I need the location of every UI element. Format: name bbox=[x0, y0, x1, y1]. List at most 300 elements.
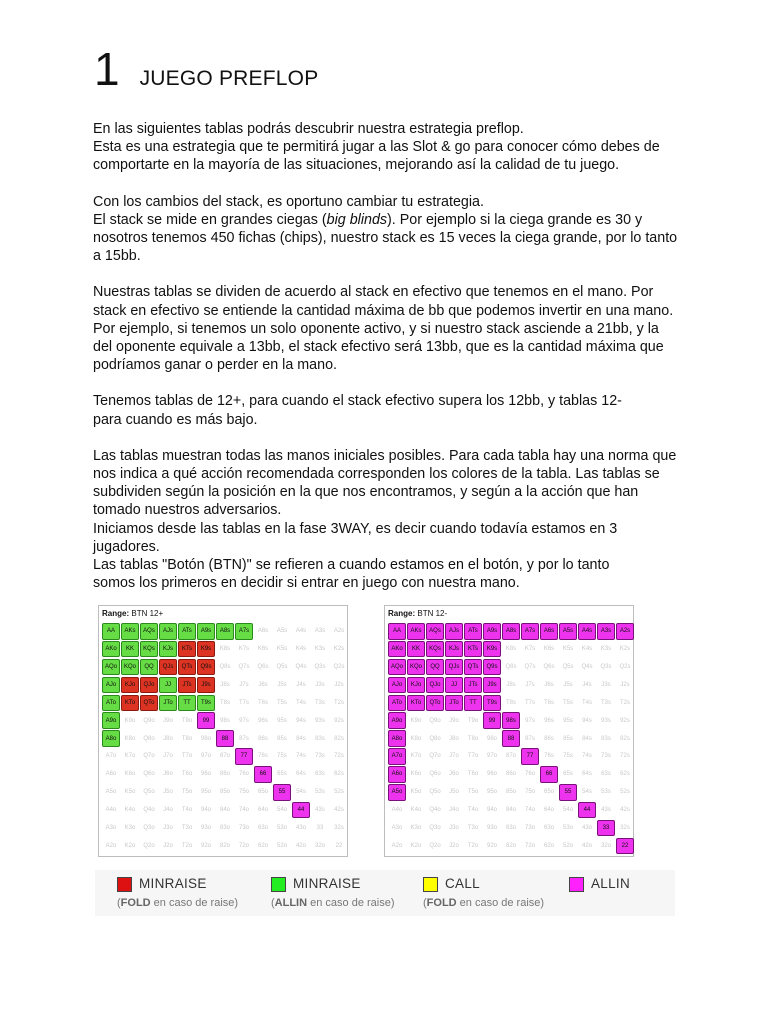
hand-cell: 63o bbox=[257, 825, 268, 832]
hand-cell: Q9o bbox=[143, 717, 155, 724]
text-line: del oponente equivale a 13bb, el stack efectivo será 13bb, que es la cantidad máxima que bbox=[93, 339, 664, 356]
text-line: El stack se mide en grandes ciegas (big blinds). Por ejemplo si la ciega grande es 30 y bbox=[93, 211, 643, 228]
hand-cell: 95o bbox=[200, 789, 211, 796]
hand-cell: T2o bbox=[467, 842, 479, 849]
hand-cell: 43o bbox=[581, 825, 592, 832]
legend-sub: (FOLD en caso de raise) bbox=[423, 897, 545, 909]
hand-cell: K6s bbox=[257, 646, 269, 653]
hand-cell: 74o bbox=[238, 807, 249, 814]
hand-cell: J9o bbox=[163, 717, 173, 724]
hand-cell: AKo bbox=[388, 641, 406, 658]
hand-cell: 85o bbox=[505, 789, 516, 796]
hand-cell: KJo bbox=[407, 677, 425, 694]
hand-cell: Q7s bbox=[524, 664, 536, 671]
hand-cell: 64s bbox=[296, 771, 306, 778]
hand-cell: A5o bbox=[105, 789, 117, 796]
hand-cell: J6o bbox=[449, 771, 459, 778]
hand-cell: AKo bbox=[102, 641, 120, 658]
hand-cell: T8s bbox=[219, 699, 230, 706]
hand-cell: T5o bbox=[181, 789, 193, 796]
hand-cell: T6s bbox=[257, 699, 268, 706]
hand-cell: A8s bbox=[216, 623, 234, 640]
hand-cell: AKs bbox=[407, 623, 425, 640]
hand-cell: 95o bbox=[486, 789, 497, 796]
hand-cell: 94s bbox=[582, 717, 592, 724]
hand-cell: TT bbox=[178, 695, 196, 712]
hand-cell: 87s bbox=[239, 735, 249, 742]
hand-cell: T5s bbox=[276, 699, 287, 706]
hand-cell: 42o bbox=[295, 842, 306, 849]
hand-cell: JTo bbox=[159, 695, 177, 712]
text-line: tomado nuestros adversarios. bbox=[93, 502, 282, 519]
legend-label: ALLIN bbox=[591, 876, 631, 891]
hand-cell: T2s bbox=[333, 699, 344, 706]
hand-cell: T7o bbox=[467, 753, 479, 760]
hand-cell: A2s bbox=[333, 628, 345, 635]
hand-cell: T7o bbox=[181, 753, 193, 760]
hand-cell: T7s bbox=[238, 699, 249, 706]
text-line: nosotros tenemos 450 fichas (chips), nuestro stack es 15 veces la ciega grande, por lo tanto bbox=[93, 230, 678, 247]
hand-cell: QTs bbox=[178, 659, 196, 676]
hand-cell: QTs bbox=[464, 659, 482, 676]
hand-cell: J7s bbox=[525, 681, 535, 688]
hand-cell: T2o bbox=[181, 842, 193, 849]
hand-cell: QJs bbox=[159, 659, 177, 676]
hand-cell: Q2s bbox=[619, 664, 631, 671]
hand-cell: KQo bbox=[407, 659, 425, 676]
hand-cell: K9o bbox=[410, 717, 422, 724]
text-line: Las tablas muestran todas las manos iniciales posibles. Para cada tabla hay una norma que bbox=[93, 447, 677, 464]
hand-cell: T8o bbox=[181, 735, 193, 742]
hand-cell: J5o bbox=[449, 789, 459, 796]
hand-cell: 94s bbox=[296, 717, 306, 724]
hand-cell: 93o bbox=[200, 825, 211, 832]
hand-cell: T9s bbox=[483, 695, 501, 712]
hand-cell: J8o bbox=[449, 735, 459, 742]
hand-cell: 74o bbox=[524, 807, 535, 814]
hand-cell: 83s bbox=[315, 735, 325, 742]
hand-cell: 66 bbox=[540, 766, 558, 783]
hand-cell: 83s bbox=[601, 735, 611, 742]
section-title: JUEGO PREFLOP bbox=[139, 67, 319, 90]
hand-cell: K8o bbox=[410, 735, 422, 742]
hand-cell: K5o bbox=[124, 789, 136, 796]
hand-cell: 83o bbox=[505, 825, 516, 832]
hand-cell: 32o bbox=[600, 842, 611, 849]
hand-cell: K9s bbox=[197, 641, 215, 658]
hand-cell: T4s bbox=[295, 699, 306, 706]
hand-cell: A7o bbox=[388, 748, 406, 765]
hand-cell: T3o bbox=[467, 825, 479, 832]
hand-cell: K5s bbox=[562, 646, 574, 653]
hand-cell: 42o bbox=[581, 842, 592, 849]
hand-cell: 76o bbox=[238, 771, 249, 778]
hand-cell: QJo bbox=[426, 677, 444, 694]
hand-cell: A5o bbox=[388, 784, 406, 801]
text-line: stack en efectivo se entiende la cantidad máxima de bb que podemos invertir en una mano. bbox=[93, 302, 674, 319]
hand-cell: K7o bbox=[410, 753, 422, 760]
range-label: Range: bbox=[388, 609, 416, 618]
hand-cell: 72o bbox=[238, 842, 249, 849]
hand-cell: 96s bbox=[258, 717, 268, 724]
hand-cell: T5o bbox=[467, 789, 479, 796]
hand-cell: 65o bbox=[257, 789, 268, 796]
hand-cell: AJo bbox=[102, 677, 120, 694]
hand-cell: 77 bbox=[235, 748, 253, 765]
hand-cell: 86s bbox=[258, 735, 268, 742]
hand-cell: T6o bbox=[467, 771, 479, 778]
hand-cell: Q5s bbox=[562, 664, 574, 671]
hand-cell: T8o bbox=[467, 735, 479, 742]
hand-cell: 75s bbox=[563, 753, 573, 760]
magenta-swatch bbox=[569, 877, 584, 892]
hand-cell: 75s bbox=[277, 753, 287, 760]
hand-cell: 65s bbox=[563, 771, 573, 778]
hand-cell: T8s bbox=[505, 699, 516, 706]
hand-cell: Q4o bbox=[429, 807, 441, 814]
hand-cell: K8s bbox=[219, 646, 231, 653]
hand-cell: Q3s bbox=[314, 664, 326, 671]
hand-cell: KTs bbox=[178, 641, 196, 658]
hand-cell: K3s bbox=[600, 646, 612, 653]
hand-cell: JTo bbox=[445, 695, 463, 712]
hand-cell: A6s bbox=[540, 623, 558, 640]
hand-cell: 99 bbox=[197, 712, 215, 729]
range-name: BTN 12+ bbox=[131, 609, 164, 618]
hand-cell: Q5o bbox=[429, 789, 441, 796]
hand-cell: KJs bbox=[159, 641, 177, 658]
hand-cell: ATo bbox=[388, 695, 406, 712]
hand-cell: Q8s bbox=[219, 664, 231, 671]
hand-cell: KTo bbox=[407, 695, 425, 712]
hand-cell: J6o bbox=[163, 771, 173, 778]
hand-cell: 84o bbox=[505, 807, 516, 814]
hand-cell: T6o bbox=[181, 771, 193, 778]
color-legend bbox=[95, 870, 675, 916]
hand-cell: Q2s bbox=[333, 664, 345, 671]
hand-cell: K7s bbox=[524, 646, 536, 653]
hand-cell: T4o bbox=[467, 807, 479, 814]
hand-cell: J3o bbox=[163, 825, 173, 832]
text-line: subdividen según la posición en la que nos encontramos, y según a la acción que han bbox=[93, 484, 639, 501]
paragraph bbox=[93, 392, 683, 428]
hand-cell: 43o bbox=[295, 825, 306, 832]
range-name: BTN 12- bbox=[417, 609, 448, 618]
hand-cell: AQs bbox=[140, 623, 158, 640]
hand-cell: Q4o bbox=[143, 807, 155, 814]
hand-cell: 84s bbox=[582, 735, 592, 742]
hand-cell: 66 bbox=[254, 766, 272, 783]
hand-cell: 76s bbox=[258, 753, 268, 760]
hand-cell: J3o bbox=[449, 825, 459, 832]
hand-cell: 43s bbox=[315, 807, 325, 814]
range-table-title bbox=[388, 609, 447, 618]
hand-cell: A7s bbox=[235, 623, 253, 640]
hand-cell: T9s bbox=[197, 695, 215, 712]
hand-cell: KTo bbox=[121, 695, 139, 712]
hand-cell: AKs bbox=[121, 623, 139, 640]
hand-cell: K9o bbox=[124, 717, 136, 724]
hand-cell: T4o bbox=[181, 807, 193, 814]
hand-cell: KJs bbox=[445, 641, 463, 658]
hand-cell: KJo bbox=[121, 677, 139, 694]
hand-cell: 96s bbox=[544, 717, 554, 724]
hand-cell: K2o bbox=[410, 842, 422, 849]
hand-cell: 53o bbox=[562, 825, 573, 832]
yellow-swatch bbox=[423, 877, 438, 892]
hand-cell: QQ bbox=[426, 659, 444, 676]
hand-cell: A3s bbox=[314, 628, 326, 635]
hand-cell: 98s bbox=[502, 712, 520, 729]
hand-cell: KTs bbox=[464, 641, 482, 658]
hand-cell: K4o bbox=[124, 807, 136, 814]
hand-cell: Q7o bbox=[143, 753, 155, 760]
text-line: podríamos ganar o perder en la mano. bbox=[93, 357, 337, 374]
hand-cell: A4s bbox=[578, 623, 596, 640]
hand-cell: 52s bbox=[620, 789, 630, 796]
hand-cell: A9s bbox=[483, 623, 501, 640]
hand-cell: AJs bbox=[159, 623, 177, 640]
section-heading bbox=[94, 43, 319, 95]
hand-cell: A7o bbox=[105, 753, 117, 760]
hand-cell: JJ bbox=[159, 677, 177, 694]
hand-cell: T3o bbox=[181, 825, 193, 832]
hand-cell: 74s bbox=[296, 753, 306, 760]
hand-cell: J5s bbox=[277, 681, 287, 688]
hand-cell: Q3o bbox=[143, 825, 155, 832]
hand-cell: K3o bbox=[410, 825, 422, 832]
paragraph bbox=[93, 447, 683, 593]
hand-cell: 53o bbox=[276, 825, 287, 832]
hand-cell: 98s bbox=[220, 717, 230, 724]
hand-cell: 33 bbox=[597, 820, 615, 837]
hand-cell: QJs bbox=[445, 659, 463, 676]
hand-cell: T2s bbox=[619, 699, 630, 706]
hand-cell: K6s bbox=[543, 646, 555, 653]
hand-cell: 73o bbox=[238, 825, 249, 832]
hand-cell: J4o bbox=[163, 807, 173, 814]
hand-cell: K7o bbox=[124, 753, 136, 760]
hand-cell: Q7s bbox=[238, 664, 250, 671]
hand-cell: 22 bbox=[616, 838, 634, 855]
hand-cell: QQ bbox=[140, 659, 158, 676]
hand-cell: Q2o bbox=[143, 842, 155, 849]
hand-cell: Q6o bbox=[143, 771, 155, 778]
hand-cell: K5s bbox=[276, 646, 288, 653]
hand-cell: 84s bbox=[296, 735, 306, 742]
hand-cell: 75o bbox=[238, 789, 249, 796]
hand-cell: QJo bbox=[140, 677, 158, 694]
hand-cell: J6s bbox=[544, 681, 554, 688]
hand-cell: J2o bbox=[163, 842, 173, 849]
hand-cell: 76o bbox=[524, 771, 535, 778]
hand-cell: 63s bbox=[601, 771, 611, 778]
legend-label: CALL bbox=[445, 876, 480, 891]
hand-cell: A2o bbox=[105, 842, 117, 849]
hand-cell: J7o bbox=[163, 753, 173, 760]
hand-cell: 97s bbox=[239, 717, 249, 724]
text-line: nos indica a qué acción recomendada corresponden los colores de la tabla. Las tablas se bbox=[93, 466, 660, 483]
hand-cell: K2o bbox=[124, 842, 136, 849]
hand-cell: 95s bbox=[277, 717, 287, 724]
hand-cell: 85s bbox=[563, 735, 573, 742]
hand-cell: K4o bbox=[410, 807, 422, 814]
hand-cell: A7s bbox=[521, 623, 539, 640]
hand-cell: 88 bbox=[216, 730, 234, 747]
hand-cell: 72s bbox=[334, 753, 344, 760]
hand-cell: J8s bbox=[506, 681, 516, 688]
hand-cell: A3o bbox=[105, 825, 117, 832]
hand-cell: J2s bbox=[620, 681, 630, 688]
hand-cell: JTs bbox=[464, 677, 482, 694]
hand-cell: 52o bbox=[562, 842, 573, 849]
hand-cell: K2s bbox=[619, 646, 631, 653]
hand-cell: 82s bbox=[334, 735, 344, 742]
hand-cell: A6o bbox=[105, 771, 117, 778]
hand-cell: J2s bbox=[334, 681, 344, 688]
hand-cell: K5o bbox=[410, 789, 422, 796]
hand-cell: A2o bbox=[391, 842, 403, 849]
hand-cell: 92o bbox=[200, 842, 211, 849]
hand-cell: AJo bbox=[388, 677, 406, 694]
hand-cell: 98o bbox=[200, 735, 211, 742]
hand-cell: 63o bbox=[543, 825, 554, 832]
range-table-btn-12-minus bbox=[384, 605, 634, 857]
range-table-btn-12-plus bbox=[98, 605, 348, 857]
hand-cell: Q5o bbox=[143, 789, 155, 796]
hand-cell: AQo bbox=[388, 659, 406, 676]
hand-cell: K7s bbox=[238, 646, 250, 653]
hand-cell: J9s bbox=[197, 677, 215, 694]
hand-cell: 82o bbox=[219, 842, 230, 849]
hand-cell: 97o bbox=[486, 753, 497, 760]
hand-cell: 54o bbox=[562, 807, 573, 814]
hand-cell: J3s bbox=[315, 681, 325, 688]
hand-cell: 82o bbox=[505, 842, 516, 849]
hand-cell: AA bbox=[388, 623, 406, 640]
hand-cell: J3s bbox=[601, 681, 611, 688]
hand-cell: Q8o bbox=[143, 735, 155, 742]
hand-cell: 99 bbox=[483, 712, 501, 729]
hand-cell: Q7o bbox=[429, 753, 441, 760]
paragraph bbox=[93, 120, 683, 175]
hand-cell: K6o bbox=[124, 771, 136, 778]
hand-cell: 43s bbox=[601, 807, 611, 814]
hand-cell: Q4s bbox=[581, 664, 593, 671]
hand-cell: K9s bbox=[483, 641, 501, 658]
hand-cell: Q2o bbox=[429, 842, 441, 849]
hand-cell: 95s bbox=[563, 717, 573, 724]
text-line: En las siguientes tablas podrás descubrir nuestra estrategia preflop. bbox=[93, 121, 524, 137]
hand-cell: 93s bbox=[315, 717, 325, 724]
hand-cell: A4o bbox=[105, 807, 117, 814]
hand-cell: KK bbox=[407, 641, 425, 658]
hand-cell: 42s bbox=[620, 807, 630, 814]
hand-cell: 76s bbox=[544, 753, 554, 760]
hand-cell: 73s bbox=[315, 753, 325, 760]
hand-cell: J7s bbox=[239, 681, 249, 688]
hand-cell: K4s bbox=[581, 646, 593, 653]
hand-cell: A9o bbox=[102, 712, 120, 729]
hand-cell: Q6s bbox=[543, 664, 555, 671]
hand-cell: ATo bbox=[102, 695, 120, 712]
hand-cell: A6o bbox=[388, 766, 406, 783]
legend-label: MINRAISE bbox=[293, 876, 361, 891]
hand-cell: T9o bbox=[181, 717, 193, 724]
hand-grid bbox=[102, 623, 348, 855]
hand-cell: A6s bbox=[257, 628, 269, 635]
hand-cell: KK bbox=[121, 641, 139, 658]
hand-cell: A5s bbox=[276, 628, 288, 635]
hand-cell: 88 bbox=[502, 730, 520, 747]
hand-cell: 97s bbox=[525, 717, 535, 724]
text-line: Las tablas "Botón (BTN)" se refieren a cuando estamos en el botón, y por lo tanto bbox=[93, 557, 610, 574]
hand-cell: 98o bbox=[486, 735, 497, 742]
hand-cell: A3s bbox=[597, 623, 615, 640]
hand-cell: Q6o bbox=[429, 771, 441, 778]
hand-cell: 55 bbox=[559, 784, 577, 801]
hand-cell: 96o bbox=[486, 771, 497, 778]
hand-cell: JJ bbox=[445, 677, 463, 694]
hand-cell: T3s bbox=[600, 699, 611, 706]
hand-cell: AA bbox=[102, 623, 120, 640]
hand-cell: AQo bbox=[102, 659, 120, 676]
hand-cell: Q9s bbox=[197, 659, 215, 676]
hand-cell: 54s bbox=[296, 789, 306, 796]
hand-cell: 53s bbox=[601, 789, 611, 796]
hand-cell: A8s bbox=[502, 623, 520, 640]
hand-cell: A8o bbox=[388, 730, 406, 747]
hand-cell: J8o bbox=[163, 735, 173, 742]
hand-cell: 54o bbox=[276, 807, 287, 814]
hand-cell: 33 bbox=[316, 825, 324, 832]
paragraph bbox=[93, 283, 683, 374]
range-table-title bbox=[102, 609, 163, 618]
hand-cell: KQs bbox=[426, 641, 444, 658]
hand-cell: 77 bbox=[521, 748, 539, 765]
hand-cell: 32o bbox=[314, 842, 325, 849]
hand-cell: 72o bbox=[524, 842, 535, 849]
text-line: Nuestras tablas se dividen de acuerdo al stack en efectivo que tenemos en el mano. Por bbox=[93, 284, 654, 301]
hand-cell: 44 bbox=[292, 802, 310, 819]
hand-cell: Q6s bbox=[257, 664, 269, 671]
hand-cell: ATs bbox=[464, 623, 482, 640]
hand-cell: K8s bbox=[505, 646, 517, 653]
hand-cell: K8o bbox=[124, 735, 136, 742]
hand-cell: A4o bbox=[391, 807, 403, 814]
hand-cell: 32s bbox=[620, 825, 630, 832]
hand-cell: 73s bbox=[601, 753, 611, 760]
hand-cell: 73o bbox=[524, 825, 535, 832]
hand-cell: 75o bbox=[524, 789, 535, 796]
hand-cell: TT bbox=[464, 695, 482, 712]
hand-cell: Q8s bbox=[505, 664, 517, 671]
hand-cell: Q9s bbox=[483, 659, 501, 676]
hand-cell: J4o bbox=[449, 807, 459, 814]
hand-cell: 92s bbox=[334, 717, 344, 724]
text-line: Iniciamos desde las tablas en la fase 3WAY, es decir cuando todavía estamos en 3 bbox=[93, 520, 618, 537]
hand-cell: 83o bbox=[219, 825, 230, 832]
hand-cell: T5s bbox=[562, 699, 573, 706]
hand-cell: Q3s bbox=[600, 664, 612, 671]
hand-cell: KQo bbox=[121, 659, 139, 676]
hand-cell: Q3o bbox=[429, 825, 441, 832]
text-line: para cuando es más bajo. bbox=[93, 411, 258, 428]
hand-cell: 82s bbox=[620, 735, 630, 742]
hand-cell: 74s bbox=[582, 753, 592, 760]
hand-cell: J9o bbox=[449, 717, 459, 724]
hand-cell: A5s bbox=[559, 623, 577, 640]
